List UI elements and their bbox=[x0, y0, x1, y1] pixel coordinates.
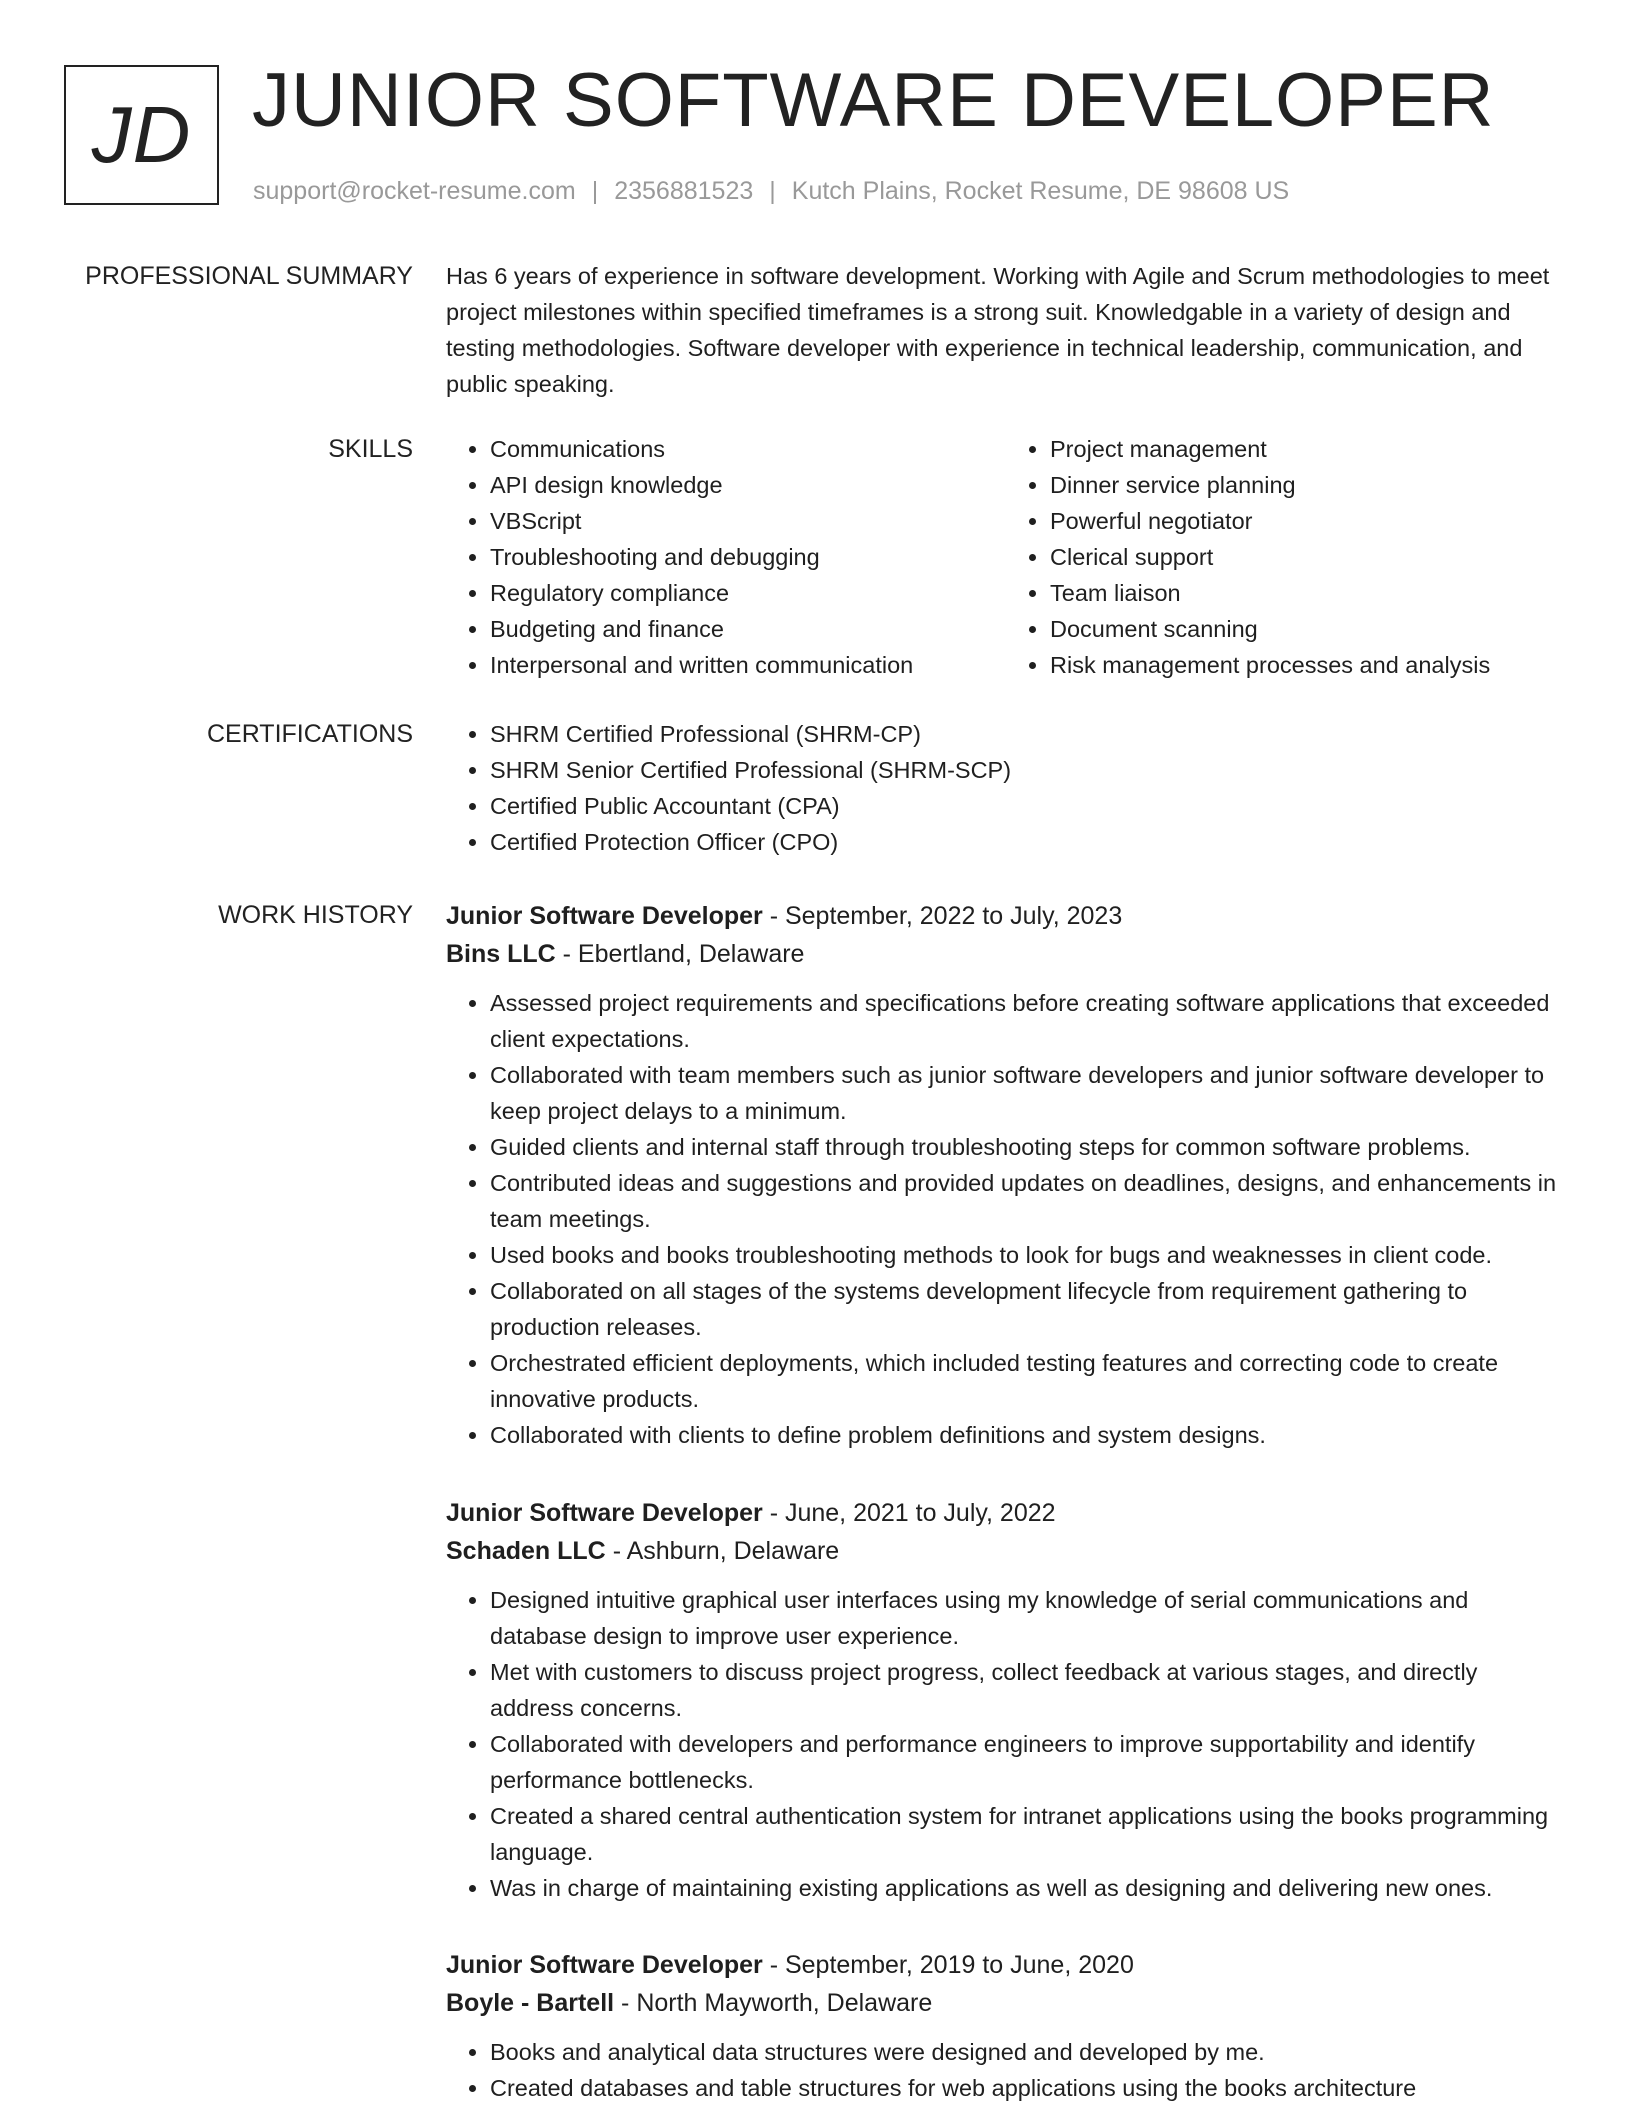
contact-email[interactable]: support@rocket-resume.com bbox=[253, 177, 576, 205]
skill-item: • Interpersonal and written communication bbox=[490, 647, 1006, 683]
monogram-logo: JD bbox=[64, 65, 219, 205]
job-body bbox=[446, 1494, 1566, 1906]
contact-address: Kutch Plains, Rocket Resume, DE 98608 US bbox=[791, 177, 1290, 205]
job-bullet: • Created databases and table structures for web applications using the books architecture bbox=[490, 2070, 1566, 2106]
skill-item: • Document scanning bbox=[1050, 611, 1566, 647]
skill-item: • Troubleshooting and debugging bbox=[490, 539, 1006, 575]
job-bullet: • Created a shared central authentication system for intranet applications using the books programming language. bbox=[490, 1798, 1566, 1870]
summary-text: Has 6 years of experience in software development. Working with Agile and Scrum methodologies to meet project milestones within specified timeframes is a strong suit. Knowledgable in a variety of design and testing methodologies. Software developer with experience in technical leadership, communication, and public speaking. bbox=[446, 263, 1550, 397]
certification-item: • Certified Public Accountant (CPA) bbox=[490, 788, 1566, 824]
skills-list-right bbox=[1006, 431, 1566, 683]
job-location: - Ebertland, Delaware bbox=[555, 940, 805, 968]
job-body bbox=[446, 1946, 1566, 2106]
certifications-list bbox=[446, 716, 1566, 860]
skill-item: • Regulatory compliance bbox=[490, 575, 1006, 611]
job-bullet: • Met with customers to discuss project progress, collect feedback at various stages, and directly address concerns. bbox=[490, 1654, 1566, 1726]
job-company: Schaden LLC bbox=[446, 1537, 606, 1565]
certification-item: • SHRM Certified Professional (SHRM-CP) bbox=[490, 716, 1566, 752]
contact-line bbox=[253, 174, 1289, 208]
skill-item: • Dinner service planning bbox=[1050, 467, 1566, 503]
certifications-heading: CERTIFICATIONS bbox=[206, 720, 413, 748]
job-bullet: • Used books and books troubleshooting methods to look for bugs and weaknesses in client code. bbox=[490, 1237, 1566, 1273]
job-title-line bbox=[446, 1946, 1566, 1984]
certifications-body bbox=[446, 716, 1566, 860]
skill-item: • Communications bbox=[490, 431, 1006, 467]
certification-item: • SHRM Senior Certified Professional (SHRM-SCP) bbox=[490, 752, 1566, 788]
job-title: Junior Software Developer bbox=[446, 1499, 763, 1527]
skill-item: • VBScript bbox=[490, 503, 1006, 539]
job-bullet: • Collaborated with clients to define problem definitions and system designs. bbox=[490, 1417, 1566, 1453]
certification-item: • Certified Protection Officer (CPO) bbox=[490, 824, 1566, 860]
job-company: Bins LLC bbox=[446, 940, 556, 968]
summary-body bbox=[446, 258, 1566, 402]
skill-item: • Risk management processes and analysis bbox=[1050, 647, 1566, 683]
job-bullet: • Contributed ideas and suggestions and provided updates on deadlines, designs, and enhancements in team meetings. bbox=[490, 1165, 1566, 1237]
job-title: Junior Software Developer bbox=[446, 902, 763, 930]
summary-heading: PROFESSIONAL SUMMARY bbox=[85, 262, 413, 290]
job-bullet: • Guided clients and internal staff through troubleshooting steps for common software problems. bbox=[490, 1129, 1566, 1165]
job-bullet: • Collaborated with team members such as junior software developers and junior software developer to keep project delays to a minimum. bbox=[490, 1057, 1566, 1129]
job-location: - Ashburn, Delaware bbox=[605, 1537, 840, 1565]
job-bullets bbox=[446, 2034, 1566, 2106]
job-bullet: • Collaborated with developers and performance engineers to improve supportability and identify performance bottlenecks. bbox=[490, 1726, 1566, 1798]
skills-columns bbox=[446, 431, 1566, 683]
contact-phone[interactable]: 2356881523 bbox=[614, 177, 754, 205]
job-bullet: • Books and analytical data structures were designed and developed by me. bbox=[490, 2034, 1566, 2070]
skill-item: • API design knowledge bbox=[490, 467, 1006, 503]
skill-item: • Clerical support bbox=[1050, 539, 1566, 575]
contact-separator: | bbox=[769, 177, 776, 205]
job-dates: - September, 2022 to July, 2023 bbox=[762, 902, 1123, 930]
job-bullets bbox=[446, 985, 1566, 1453]
job-bullet: • Was in charge of maintaining existing applications as well as designing and delivering new ones. bbox=[490, 1870, 1566, 1906]
job-dates: - June, 2021 to July, 2022 bbox=[762, 1499, 1056, 1527]
job-bullet: • Designed intuitive graphical user interfaces using my knowledge of serial communications and database design to improve user experience. bbox=[490, 1582, 1566, 1654]
work-history-heading: WORK HISTORY bbox=[218, 901, 413, 929]
job-dates: - September, 2019 to June, 2020 bbox=[762, 1951, 1134, 1979]
skill-item: • Team liaison bbox=[1050, 575, 1566, 611]
skill-item: • Budgeting and finance bbox=[490, 611, 1006, 647]
skill-item: • Powerful negotiator bbox=[1050, 503, 1566, 539]
skill-item: • Project management bbox=[1050, 431, 1566, 467]
job-title: Junior Software Developer bbox=[446, 1951, 763, 1979]
job-title-line bbox=[446, 897, 1566, 935]
job-bullets bbox=[446, 1582, 1566, 1906]
job-company: Boyle - Bartell bbox=[446, 1989, 615, 2017]
resume-name: JUNIOR SOFTWARE DEVELOPER bbox=[252, 58, 1495, 143]
job-bullet: • Assessed project requirements and specifications before creating software applications that exceeded client expectations. bbox=[490, 985, 1566, 1057]
job-company-line bbox=[446, 1984, 1566, 2022]
skills-list-left bbox=[446, 431, 1006, 683]
job-location: - North Mayworth, Delaware bbox=[614, 1989, 933, 2017]
job-bullet: • Collaborated on all stages of the systems development lifecycle from requirement gathering to production releases. bbox=[490, 1273, 1566, 1345]
job-bullet: • Orchestrated efficient deployments, which included testing features and correcting code to create innovative products. bbox=[490, 1345, 1566, 1417]
skills-heading: SKILLS bbox=[328, 435, 413, 463]
job-title-line bbox=[446, 1494, 1566, 1532]
job-company-line bbox=[446, 935, 1566, 973]
contact-separator: | bbox=[591, 177, 599, 205]
job-company-line bbox=[446, 1532, 1566, 1570]
job-body bbox=[446, 897, 1566, 1453]
